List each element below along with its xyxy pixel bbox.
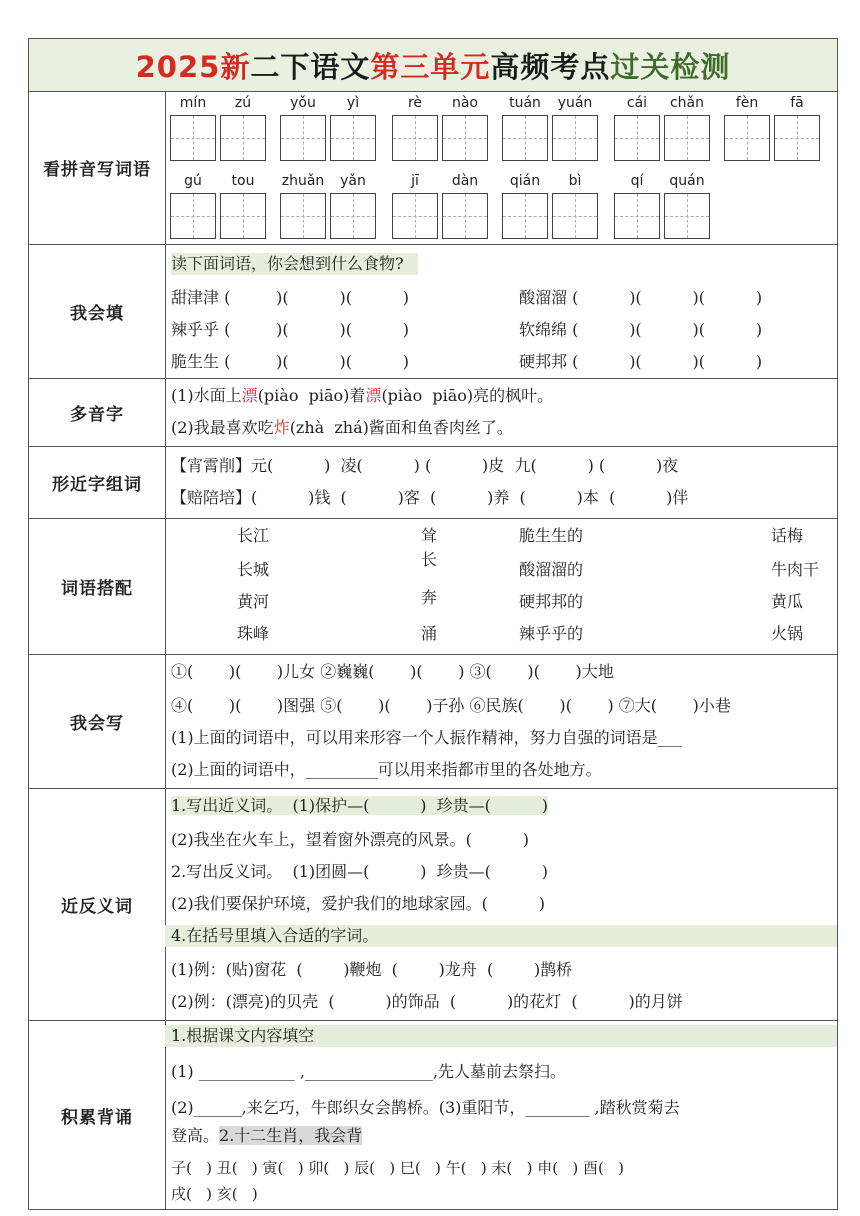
highlight-char: 漂 xyxy=(365,386,382,405)
section-label: 积累背诵 xyxy=(29,1021,166,1209)
pinyin-syllable: mín xyxy=(179,95,207,111)
section-label: 我会填 xyxy=(29,245,166,378)
recite-line: 子( ) 丑( ) 寅( ) 卯( ) 辰( ) 巳( ) 午( ) 未( ) 申( ) 酉( ) xyxy=(171,1159,624,1177)
recite-line: (1) ____________ ,________________,先人墓前去祭扫。 xyxy=(171,1062,567,1081)
match-item: 硬邦邦的 xyxy=(519,592,584,611)
recite-section xyxy=(29,1021,837,1209)
text: 2.十二生肖，我会背 xyxy=(219,1126,363,1145)
text: (2)我最喜欢吃 xyxy=(171,418,274,437)
match-item: 牛肉干 xyxy=(771,560,820,579)
recite-line xyxy=(171,1125,362,1147)
match-item: 酸溜溜的 xyxy=(519,560,584,579)
match-item: 珠峰 xyxy=(237,624,270,643)
match-item: 长 xyxy=(421,550,438,569)
synonym-line: (2)我坐在火车上，望着窗外漂亮的风景。( ) xyxy=(171,830,530,849)
recite-line: 1.根据课文内容填空 xyxy=(165,1025,837,1047)
synonym-line: (2)例：(漂亮)的贝壳 ( )的饰品 ( )的花灯 ( )的月饼 xyxy=(171,992,683,1011)
pinyin-syllable: qí xyxy=(630,173,644,189)
section-label: 看拼音写词语 xyxy=(29,91,166,244)
pinyin-syllable: yuán xyxy=(557,95,593,111)
match-item: 黄河 xyxy=(237,592,270,611)
pinyin-syllable: rè xyxy=(407,95,423,111)
highlight-char: 炸 xyxy=(273,418,290,437)
match-item: 耸 xyxy=(421,526,438,545)
pinyin-syllable: yì xyxy=(346,95,360,111)
title-unit: 第三单元 xyxy=(370,49,491,84)
pinyin-syllable: jī xyxy=(411,173,419,189)
text: (piào piāo)亮的枫叶。 xyxy=(381,386,554,405)
tianzige-box[interactable] xyxy=(170,115,216,161)
fill-line: 软绵绵 ( )( )( ) xyxy=(519,320,763,339)
write-section xyxy=(29,655,837,789)
tianzige-box[interactable] xyxy=(664,115,710,161)
tianzige-box[interactable] xyxy=(774,115,820,161)
title-grade: 二下语文 xyxy=(250,49,371,84)
matching-section xyxy=(29,519,837,655)
synonym-line: (1)例：(贴)窗花 ( )鞭炮 ( )龙舟 ( )鹊桥 xyxy=(171,960,573,979)
match-item: 奔 xyxy=(421,588,438,607)
tianzige-box[interactable] xyxy=(502,115,548,161)
text: 1.写出近义词。 (1)保护—( ) 珍贵—( ) xyxy=(171,796,548,815)
pinyin-syllable: quán xyxy=(669,173,705,189)
synonym-line xyxy=(171,795,548,817)
pinyin-syllable: chǎn xyxy=(669,95,705,111)
polyphone-section xyxy=(29,379,837,447)
polyphone-line-1 xyxy=(171,385,553,407)
tianzige-box[interactable] xyxy=(220,193,266,239)
tianzige-box[interactable] xyxy=(614,193,660,239)
pinyin-syllable: zú xyxy=(234,95,252,111)
tianzige-box[interactable] xyxy=(724,115,770,161)
fill-line: 硬邦邦 ( )( )( ) xyxy=(519,352,763,371)
fill-prompt: 读下面词语，你会想到什么食物? xyxy=(171,253,418,275)
tianzige-box[interactable] xyxy=(280,193,326,239)
section-label: 近反义词 xyxy=(29,789,166,1020)
polyphone-line-2 xyxy=(171,417,513,439)
section-label: 形近字组词 xyxy=(29,447,166,518)
pinyin-syllable: zhuǎn xyxy=(281,173,325,189)
pinyin-syllable: bì xyxy=(568,173,582,189)
text: (piào piāo)着 xyxy=(257,386,366,405)
similar-line: 【宵霄削】元( ) 凌( ) ( )皮 九( ) ( )夜 xyxy=(171,456,679,475)
synonym-line: (2)我们要保护环境，爱护我们的地球家园。( ) xyxy=(171,894,546,913)
text: 登高。 xyxy=(171,1126,220,1145)
tianzige-box[interactable] xyxy=(220,115,266,161)
match-item: 长江 xyxy=(237,526,270,545)
title-topic: 高频考点 xyxy=(490,49,611,84)
text: (zhà zhá)酱面和鱼香肉丝了。 xyxy=(289,418,513,437)
tianzige-box[interactable] xyxy=(280,115,326,161)
pinyin-syllable: cái xyxy=(626,95,648,111)
highlight-char: 漂 xyxy=(241,386,258,405)
fill-line: 甜津津 ( )( )( ) xyxy=(171,288,410,307)
title-test: 过关检测 xyxy=(610,49,731,84)
write-line: (1)上面的词语中，可以用来形容一个人振作精神，努力自强的词语是___ xyxy=(171,728,682,747)
pinyin-syllable: fā xyxy=(790,95,804,111)
recite-line: 戌( ) 亥( ) xyxy=(171,1185,258,1203)
synonym-line: 4.在括号里填入合适的字词。 xyxy=(165,925,837,947)
fill-line: 辣乎乎 ( )( )( ) xyxy=(171,320,410,339)
pinyin-syllable: fèn xyxy=(735,95,759,111)
pinyin-grid xyxy=(165,91,837,244)
tianzige-box[interactable] xyxy=(552,193,598,239)
section-label: 多音字 xyxy=(29,379,166,446)
section-label: 我会写 xyxy=(29,655,166,788)
write-line: ④( )( )图强 ⑤( )( )子孙 ⑥民族( )( ) ⑦大( )小巷 xyxy=(171,696,731,715)
pinyin-syllable: tou xyxy=(231,173,255,189)
match-item: 脆生生的 xyxy=(519,526,584,545)
pinyin-syllable: yǒu xyxy=(290,95,316,111)
match-item: 黄瓜 xyxy=(771,592,804,611)
tianzige-box[interactable] xyxy=(330,193,376,239)
match-item: 长城 xyxy=(237,560,270,579)
pinyin-section xyxy=(29,91,837,245)
worksheet xyxy=(28,38,838,1210)
tianzige-box[interactable] xyxy=(392,115,438,161)
similar-chars-section xyxy=(29,447,837,519)
match-item: 辣乎乎的 xyxy=(519,624,584,643)
tianzige-box[interactable] xyxy=(664,193,710,239)
synonym-section xyxy=(29,789,837,1021)
match-item: 涌 xyxy=(421,624,438,643)
write-line: (2)上面的词语中，_________可以用来指都市里的各处地方。 xyxy=(171,760,602,779)
fill-section xyxy=(29,245,837,379)
tianzige-box[interactable] xyxy=(442,193,488,239)
tianzige-box[interactable] xyxy=(392,193,438,239)
tianzige-box[interactable] xyxy=(614,115,660,161)
recite-line: (2)______,来乞巧，牛郎织女会鹊桥。(3)重阳节，________ ,踏秋赏菊去 xyxy=(171,1098,680,1117)
tianzige-box[interactable] xyxy=(330,115,376,161)
tianzige-box[interactable] xyxy=(442,115,488,161)
match-item: 火锅 xyxy=(771,624,804,643)
section-label: 词语搭配 xyxy=(29,519,166,654)
page-title xyxy=(29,39,837,92)
synonym-line: 2.写出反义词。 (1)团圆—( ) 珍贵—( ) xyxy=(171,862,548,881)
match-item: 话梅 xyxy=(771,526,804,545)
write-line: ①( )( )儿女 ②巍巍( )( ) ③( )( )大地 xyxy=(171,662,614,681)
pinyin-syllable: yǎn xyxy=(340,173,366,189)
title-year: 2025新 xyxy=(135,49,251,84)
pinyin-syllable: dàn xyxy=(451,173,479,189)
similar-line: 【赔陪培】( )钱 ( )客 ( )养 ( )本 ( )伴 xyxy=(171,488,689,507)
tianzige-box[interactable] xyxy=(502,193,548,239)
tianzige-box[interactable] xyxy=(552,115,598,161)
pinyin-syllable: tuán xyxy=(509,95,541,111)
tianzige-box[interactable] xyxy=(170,193,216,239)
pinyin-syllable: nào xyxy=(451,95,479,111)
pinyin-syllable: qián xyxy=(509,173,541,189)
pinyin-syllable: gú xyxy=(184,173,202,189)
fill-line: 酸溜溜 ( )( )( ) xyxy=(519,288,763,307)
fill-line: 脆生生 ( )( )( ) xyxy=(171,352,410,371)
text: (1)水面上 xyxy=(171,386,242,405)
